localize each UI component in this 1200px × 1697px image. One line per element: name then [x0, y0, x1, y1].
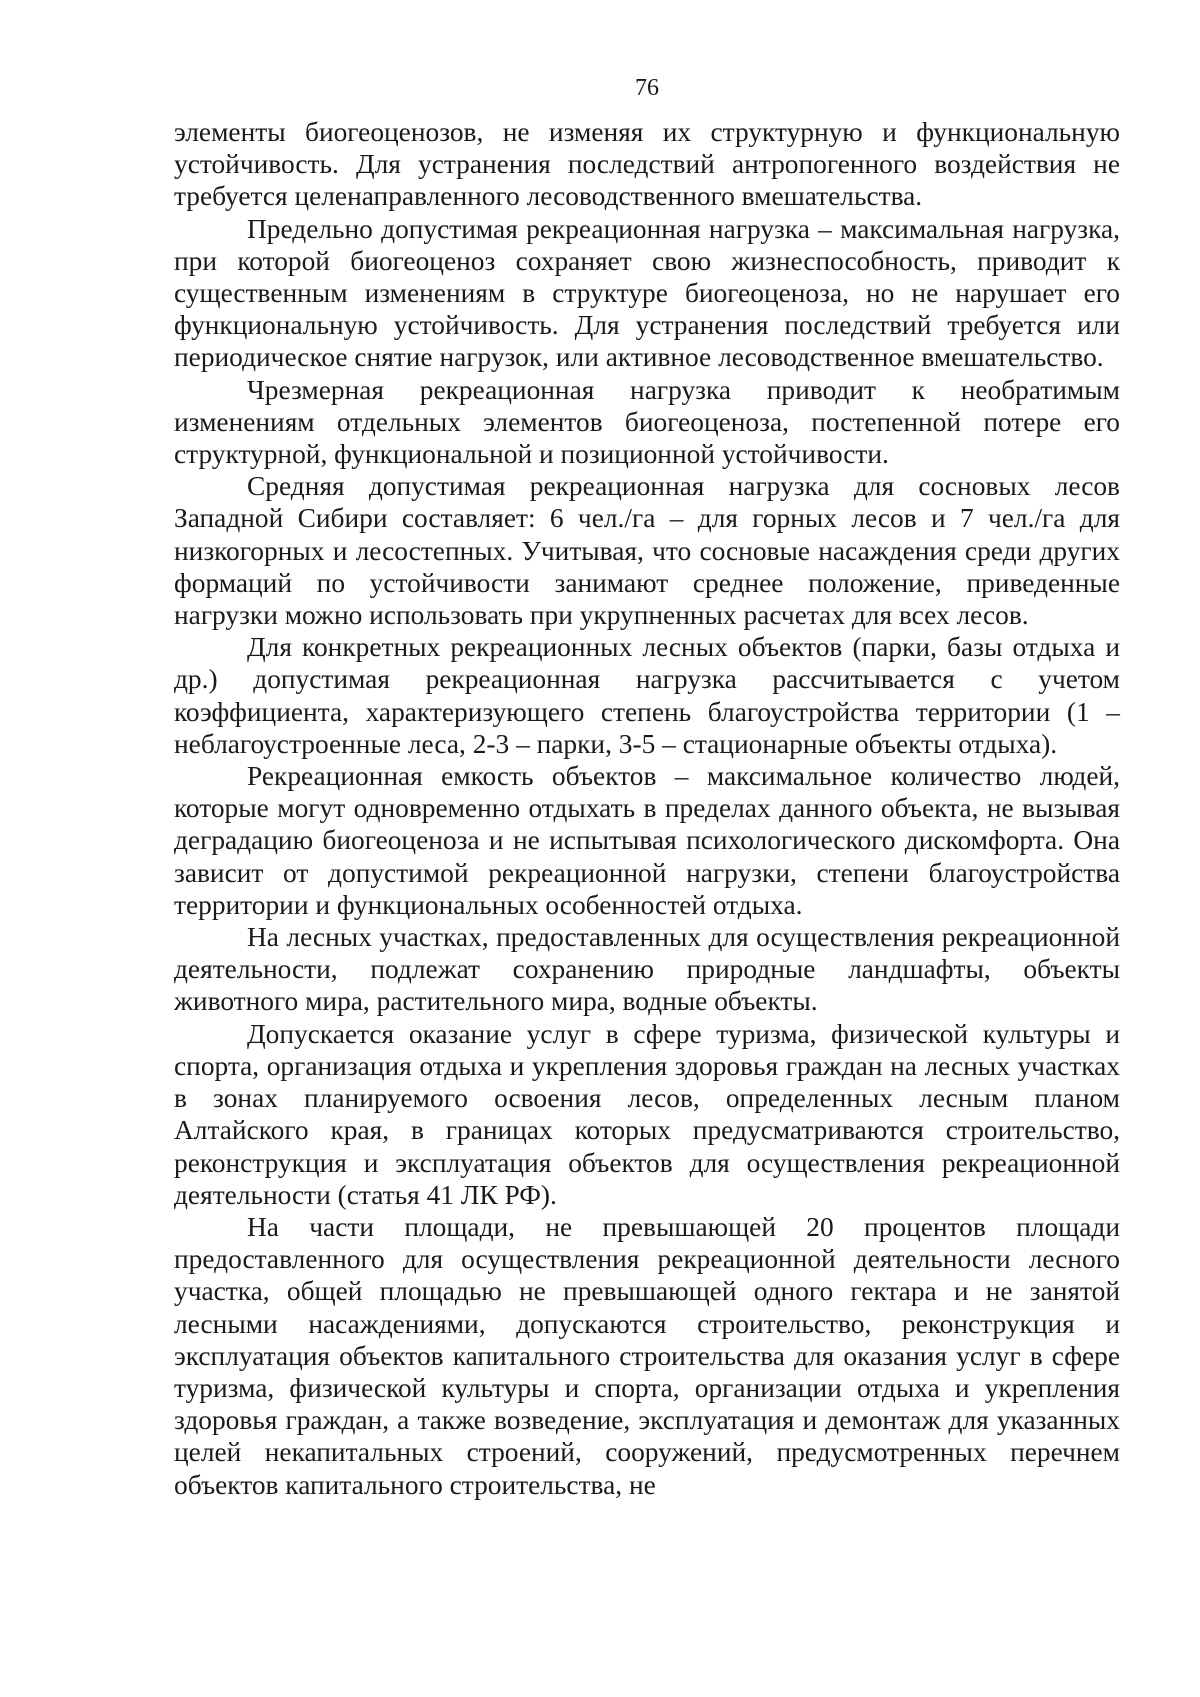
- paragraph-excessive-load: Чрезмерная рекреационная нагрузка приводит к необратимым изменениям отдельных элементов биогеоценоза, постепенной потере его структурной, функциональной и позиционной устойчивости.: [174, 374, 1120, 470]
- document-body: [174, 116, 1120, 1501]
- paragraph-specific-objects: Для конкретных рекреационных лесных объектов (парки, базы отдыха и др.) допустимая рекреационная нагрузка рассчитывается с учетом коэффициента, характеризующего степень благоустройства территории (1 – неблагоустроенные леса, 2-3 – парки, 3-5 – стационарные объекты отдыха).: [174, 632, 1120, 759]
- paragraph-continuation: элементы биогеоценозов, не изменяя их структурную и функциональную устойчивость. Для устранения последствий антропогенного воздействия не требуется целенаправленного лесоводственного вмешательства.: [174, 117, 1120, 212]
- page-number: 76: [635, 75, 659, 101]
- paragraph-services-allowed: Допускается оказание услуг в сфере туризма, физической культуры и спорта, организация отдыха и укрепления здоровья граждан на лесных участках в зонах планируемого освоения лесов, определенных лесным планом Алтайского края, в границах которых предусматриваются строительство, реконструкция и эксплуатация объектов для осуществления рекреационной деятельности (статья 41 ЛК РФ).: [174, 1018, 1120, 1210]
- paragraph-recreational-capacity: Рекреационная емкость объектов – максимальное количество людей, которые могут одновременно отдыхать в пределах данного объекта, не вызывая деградацию биогеоценоза и не испытывая психологического дискомфорта. Она зависит от допустимой рекреационной нагрузки, степени благоустройства территории и функциональных особенностей отдыха.: [174, 761, 1120, 920]
- paragraph-max-load: Предельно допустимая рекреационная нагрузка – максимальная нагрузка, при которой биогеоценоз сохраняет свою жизнеспособность, приводит к существенным изменениям в структуре биогеоценоза, но не нарушает его функциональную устойчивость. Для устранения последствий требуется или периодическое снятие нагрузок, или активное лесоводственное вмешательство.: [174, 213, 1120, 373]
- paragraph-construction-area: На части площади, не превышающей 20 процентов площади предоставленного для осуществления рекреационной деятельности лесного участка, общей площадью не превышающей одного гектара и не занятой лесными насаждениями, допускаются строительство, реконструкция и эксплуатация объектов капитального строительства для оказания услуг в сфере туризма, физической культуры и спорта, организации отдыха и укрепления здоровья граждан, а также возведение, эксплуатация и демонтаж для указанных целей некапитальных строений, сооружений, предусмотренных перечнем объектов капитального строительства, не: [174, 1211, 1120, 1500]
- paragraph-average-load: Средняя допустимая рекреационная нагрузка для сосновых лесов Западной Сибири составляет: 6 чел./га – для горных лесов и 7 чел./га для низкогорных и лесостепных. Учитывая, что сосновые насаждения среди других формаций по устойчивости занимают среднее положение, приведенные нагрузки можно использовать при укрупненных расчетах для всех лесов.: [174, 471, 1120, 631]
- paragraph-preservation: На лесных участках, предоставленных для осуществления рекреационной деятельности, подлежат сохранению природные ландшафты, объекты животного мира, растительного мира, водные объекты.: [174, 922, 1120, 1017]
